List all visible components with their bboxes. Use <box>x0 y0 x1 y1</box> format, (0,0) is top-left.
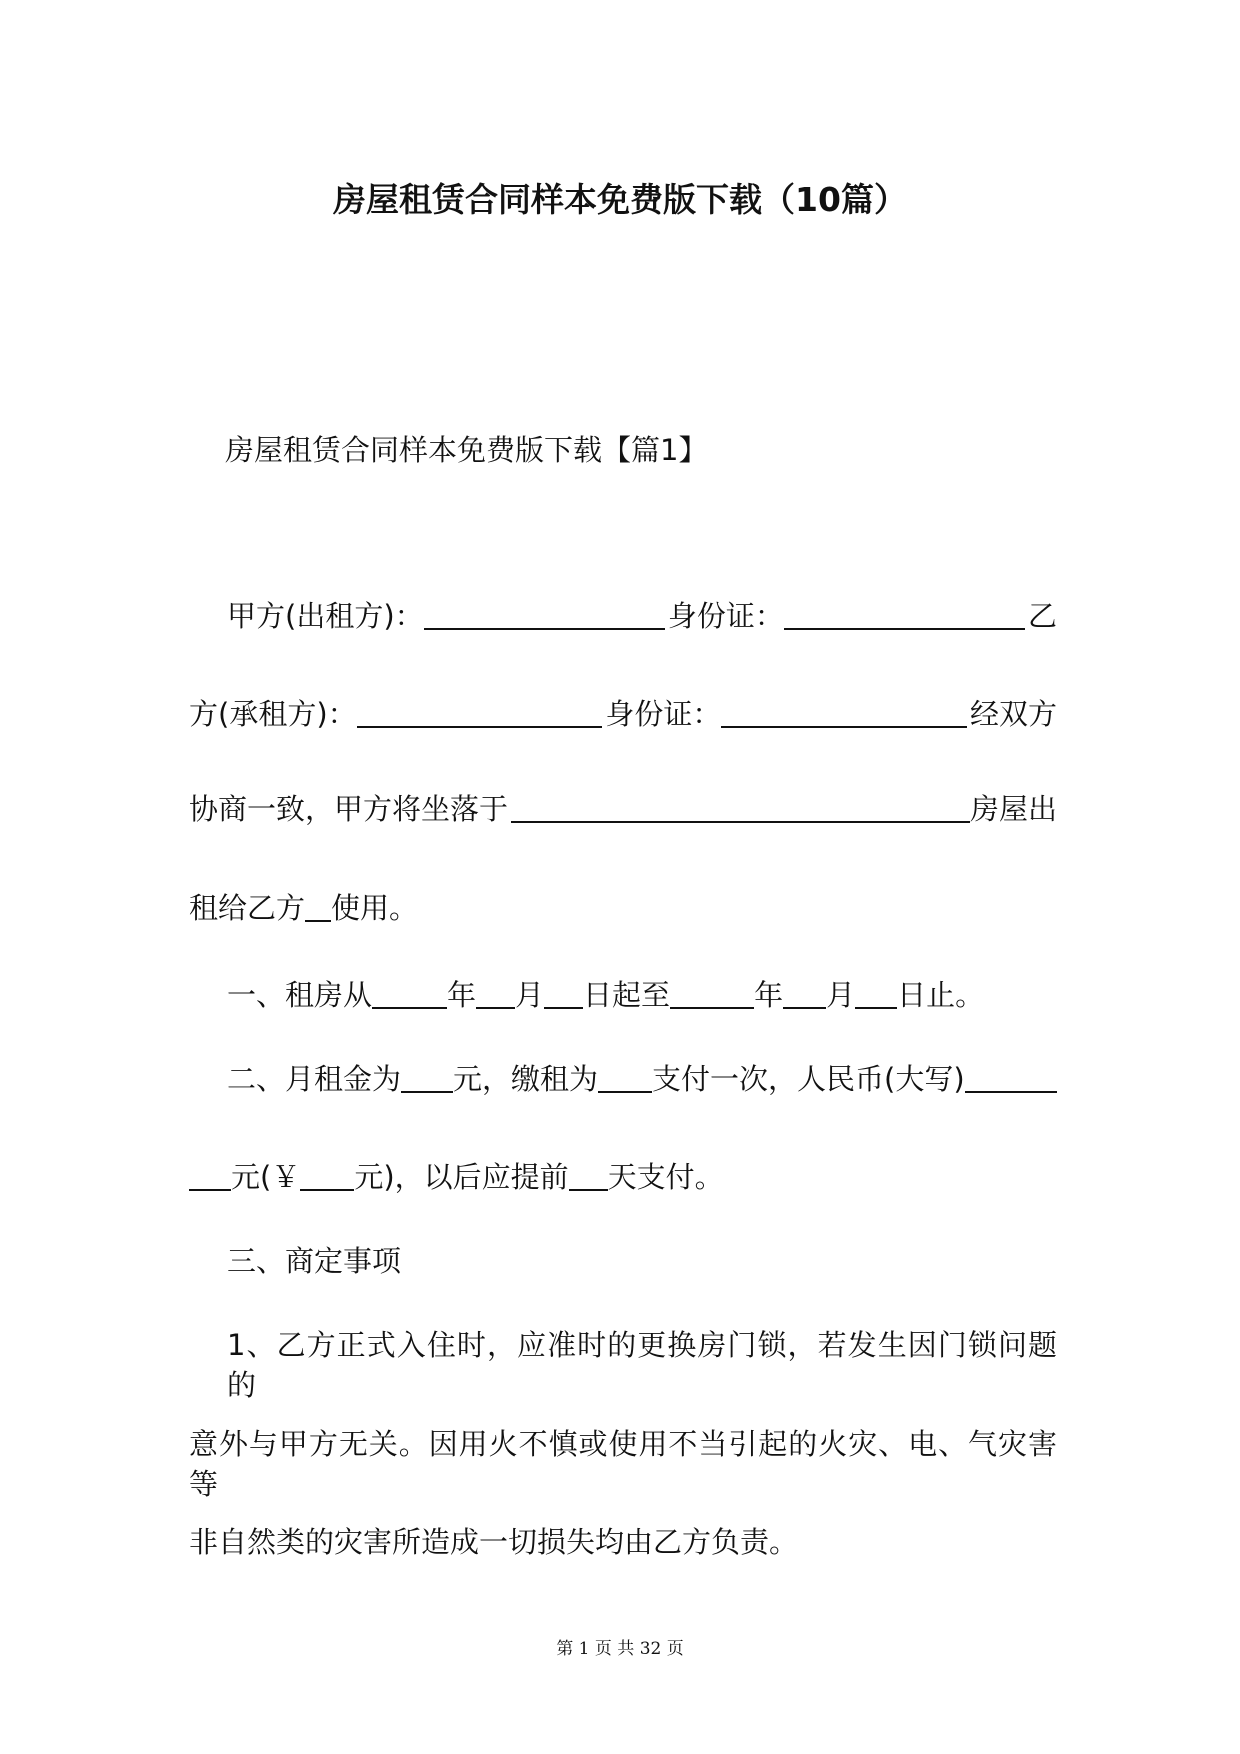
section-heading: 房屋租赁合同样本免费版下载【篇1】 <box>225 433 708 467</box>
end-month-blank <box>783 1006 826 1009</box>
document-title: 房屋租赁合同样本免费版下载（10篇） <box>333 180 907 219</box>
advance-days-blank <box>569 1188 608 1191</box>
start-month-blank <box>476 1006 515 1009</box>
id-card-label: 身份证： <box>605 697 722 731</box>
amount-in-words-blank-continued <box>189 1188 231 1191</box>
party-b-line <box>189 694 1057 734</box>
line-text: 乙 <box>1028 599 1058 633</box>
party-b-label: 方(承租方)： <box>189 697 357 731</box>
end-day-blank <box>855 1006 897 1009</box>
location-line <box>189 789 1057 829</box>
clause-1-line-2: 意外与甲方无关。因用火不慎或使用不当引起的火灾、电、气灾害等 <box>189 1427 1057 1501</box>
usage-line <box>189 888 418 928</box>
line-text: 年 <box>447 978 477 1012</box>
terms-heading: 三、商定事项 <box>227 1244 402 1278</box>
line-text: 元(￥ <box>231 1160 301 1194</box>
page-number-footer: 第 1 页 共 32 页 <box>556 1639 684 1659</box>
line-text: 支付一次，人民币(大写) <box>652 1062 965 1096</box>
line-text: 租给乙方 <box>189 891 306 925</box>
start-day-blank <box>544 1006 583 1009</box>
line-text: 月 <box>826 978 856 1012</box>
line-text: 二、月租金为 <box>227 1062 402 1096</box>
line-text: 天支付。 <box>607 1160 724 1194</box>
line-text: 使用。 <box>331 891 419 925</box>
property-address-blank <box>511 820 970 823</box>
id-card-label: 身份证： <box>667 599 784 633</box>
party-b-id-blank <box>721 725 967 728</box>
rent-line-2 <box>189 1157 724 1197</box>
clause-1-line-1: 1、乙方正式入住时，应准时的更换房门锁，若发生因门锁问题的 <box>227 1328 1057 1402</box>
party-b-name-blank <box>357 725 603 728</box>
amount-in-words-blank <box>965 1090 1057 1093</box>
amount-in-figures-blank <box>300 1188 354 1191</box>
party-a-name-blank <box>424 627 665 630</box>
start-year-blank <box>372 1006 447 1009</box>
monthly-rent-blank <box>401 1090 453 1093</box>
line-text: 元)，以后应提前 <box>354 1160 569 1194</box>
line-text: 日起至 <box>583 978 671 1012</box>
line-text: 一、租房从 <box>227 978 373 1012</box>
line-text: 元，缴租为 <box>453 1062 599 1096</box>
line-text: 房屋出 <box>969 792 1057 826</box>
party-a-label: 甲方(出租方)： <box>227 599 424 633</box>
usage-blank <box>305 919 331 922</box>
term-line <box>227 975 984 1015</box>
party-a-id-blank <box>784 627 1025 630</box>
rent-line-1 <box>227 1059 1057 1099</box>
line-text: 日止。 <box>897 978 985 1012</box>
line-text: 协商一致，甲方将坐落于 <box>189 792 509 826</box>
party-a-line <box>227 596 1057 636</box>
line-text: 经双方 <box>970 697 1058 731</box>
clause-1-line-3: 非自然类的灾害所造成一切损失均由乙方负责。 <box>189 1525 799 1559</box>
end-year-blank <box>670 1006 754 1009</box>
line-text: 月 <box>515 978 545 1012</box>
line-text: 年 <box>754 978 784 1012</box>
payment-period-blank <box>598 1090 652 1093</box>
